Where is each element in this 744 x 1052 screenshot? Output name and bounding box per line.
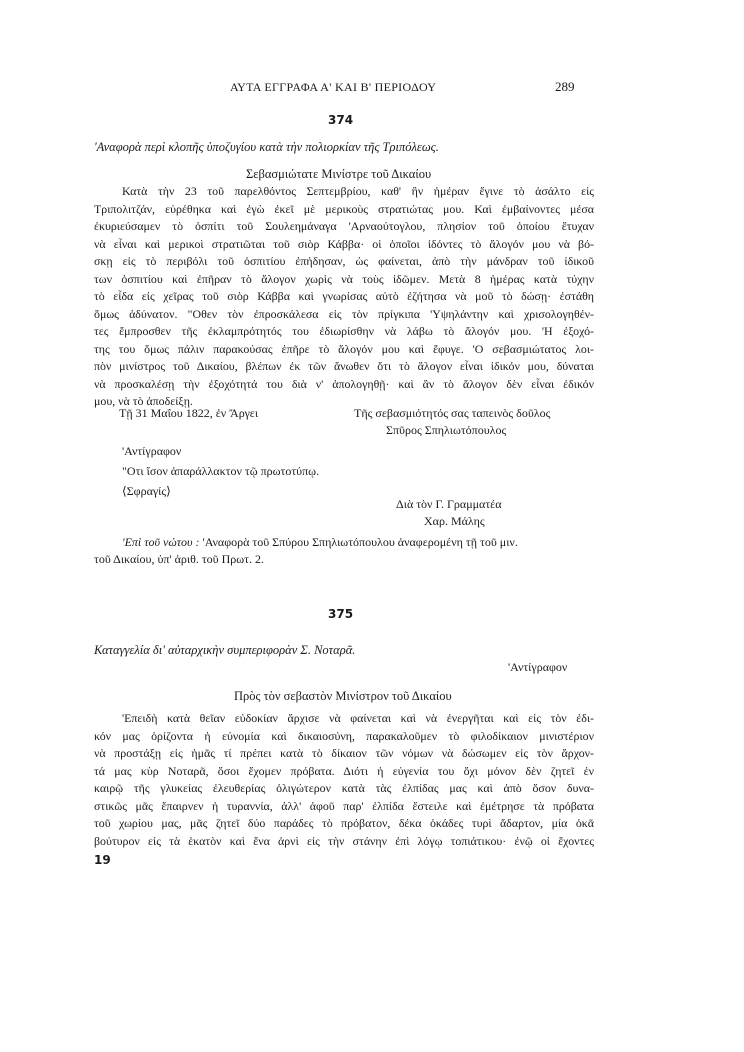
verso-note-line2: τοῦ Δικαίου, ὑπ' ἀριθ. τοῦ Πρωτ. 2. [94,552,264,566]
document-title-375: Καταγγελία δι' αὐταρχικὴν συμπεριφορὰν Σ. Νοταρᾶ. [94,643,356,657]
text-line: καιρῷ τῆς γλυκείας ἐλευθερίας ὀλιγώτερον κατὰ τὰς ἐλπίδας μας καὶ ἀπὸ ὅσον δυνα- [94,781,594,795]
text-line: πὸν μινίστρος τοῦ Δικαίου, βλέπων ἐκ τῶν ἄνωθεν ὅτι τὸ ἄλογον εἶναι ἰδικόν μου, δύναται [94,359,594,373]
signatory-name: Σπῦρος Σπηλιωτόπουλος [386,423,507,437]
page-number: 289 [555,79,575,94]
body-374 [94,183,594,411]
document-number-374: 374 [328,113,354,127]
document-title-374: 'Αναφορὰ περὶ κλοπῆς ὑποζυγίου κατὰ τὴν πολιορκίαν τῆς Τριπόλεως. [94,140,439,154]
running-title: ΑΥΤΑ ΕΓΓΡΑΦΑ Α' ΚΑΙ Β' ΠΕΡΙΟΔΟΥ [230,80,437,94]
text-line: 'Επειδὴ κατὰ θεῖαν εὐδοκίαν ἄρχισε νὰ φαίνεται καὶ νὰ ἐνεργῆται καὶ εἰς τὸν ἐδι- [122,711,594,725]
verso-note [122,535,518,550]
body-375 [94,710,594,850]
salutation-374: Σεβασμιώτατε Μινίστρε τοῦ Δικαίου [246,167,432,181]
text-line: Τριπολιτζάν, εὑρέθηκα καὶ ἐγὼ ἐκεῖ μὲ μερικοὺς στρατιώτας μου. Καὶ ἐμβαίνοντες μέσα [94,201,594,216]
copy-label-375: 'Αντίγραφον [508,660,568,674]
text-line: τά μας κὺρ Νοταρᾶ, ὅσοι ἔχομεν πρόβατα. Διότι ἡ εὐγενία του ὄχι μόνον δὲν ζητεῖ ἐν [94,763,594,778]
text-line: βούτυρον εἰς τὰ ἑκατὸν καὶ ἕνα ἀρνὶ εἰς τὴν στάνην ἐπὶ λόγῳ τοπιάτικου· ἐνῷ οἱ ἔχοντες [94,833,594,848]
signature-mark: 19 [94,853,111,867]
text-line: σκῃ εἰς τὸ περιβόλι τοῦ ὀσπιτίου ἐπήδησαν, ὡς φαίνεται, ἀπὸ τὴν μάνδραν τοῦ ἰδικοῦ [94,254,594,268]
closing-formula: Τῆς σεβασμιότητός σας ταπεινὸς δοῦλος [354,406,551,420]
text-line: ὅμως ἀδύνατον. "Οθεν τὸν ἐπροσκάλεσα εἰς τὸν πρίγκιπα 'Υψηλάντην καὶ χρισολογηθέν- [94,306,594,321]
copy-statement: "Οτι ἴσον ἀπαράλλακτον τῷ πρωτοτύπῳ. [122,464,320,478]
document-number-375: 375 [328,607,354,621]
date-place: Τῇ 31 Μαΐου 1822, ἐν Ἄργει [119,406,259,420]
text-line: των ὀσπιτίου καὶ ἐπῆραν τὸ ἄλογον χωρὶς νὰ τοὺς ἰδῶμεν. Μετὰ 8 ἡμέρας κατὰ τύχην [94,271,594,286]
text-line: ἐκυριεύσαμεν τὸ ὀσπίτι τοῦ Σουλεημάναγα 'Αρναούτογλου, πλησίον τοῦ ὁποίου ἔτυχαν [94,219,594,233]
text-line: κόν μας ὁρίζοντα ἡ εὐνομία καὶ δικαιοσύνη, παρακαλοῦμεν τὸ φιλοδίκαιον μινιστέριον [94,728,594,743]
secretary-line: Διὰ τὸν Γ. Γραμματέα [396,497,502,511]
text-line: Κατὰ τὴν 23 τοῦ παρελθόντος Σεπτεμβρίου, καθ' ἣν ἡμέραν ἔγινε τὸ ἀσάλτο εἰς [122,184,594,198]
copy-label: 'Αντίγραφον [122,444,182,458]
text-line: νὰ εἶναι καὶ μερικοὶ στρατιῶται τοῦ σιὸρ Κάββα· οἱ ὁποῖοι ἰδόντες τὸ ἄλογόν μου νὰ βό- [94,236,594,251]
text-line: νὰ προσκαλέσῃ τὴν ἐξοχότητά του διὰ ν' ἀπολογηθῇ· καὶ ἂν τὸ ἄλογον δὲν εἶναι ἐδικόν [94,376,594,391]
seal-note: ⟨Σφραγίς⟩ [122,484,171,498]
salutation-375: Πρὸς τὸν σεβαστὸν Μινίστρον τοῦ Δικαίου [234,689,452,703]
text-line: τὸ εἶδα εἰς χεῖρας τοῦ σιὸρ Κάββα καὶ γνωρίσας αὐτὸ ἐζήτησα νὰ μοῦ τὸ δώσῃ· ἐστάθη [94,289,594,303]
text-line: μου, νὰ τὸ ἀποδείξῃ. [94,394,193,408]
verso-text: 'Αναφορὰ τοῦ Σπύρου Σπηλιωτόπουλου ἀναφερομένη τῇ τοῦ μιν. [199,535,518,549]
text-line: της του ὅμως πάλιν παρακούσας ἐπῆρε τὸ ἄλογόν μου καὶ ἔφυγε. 'Ο σεβασμιώτατος λοι- [94,341,594,356]
text-line: νὰ προστάξῃ εἰς ἡμᾶς τί πρέπει κατὰ τὸ δίκαιον τῶν νόμων νὰ δώσωμεν εἰς τὸν ἄρχον- [94,746,594,760]
text-line: τες ἔμπροσθεν τῆς ἐκλαμπρότητός του ἐδιωρίσθην νὰ λάβω τὸ ἄλογόν μου. 'Η ἐξοχό- [94,324,594,338]
secretary-name: Χαρ. Μάλης [424,514,485,528]
text-line: τοῦ χωρίου μας, μᾶς ζητεῖ δύο παράδες τὸ πρόβατον, δέκα ὀκάδες τυρὶ ἄδαρτον, μία ὀκᾶ [94,816,594,830]
verso-label: 'Επὶ τοῦ νώτου : [122,535,200,549]
text-line: στικῶς μᾶς ἔπαιρνεν ἡ τυραννία, ἀλλ' ἀφοῦ παρ' ἐλπίδα ἔστειλε καὶ ἐμέτρησε τὰ πρόβατα [94,798,594,813]
